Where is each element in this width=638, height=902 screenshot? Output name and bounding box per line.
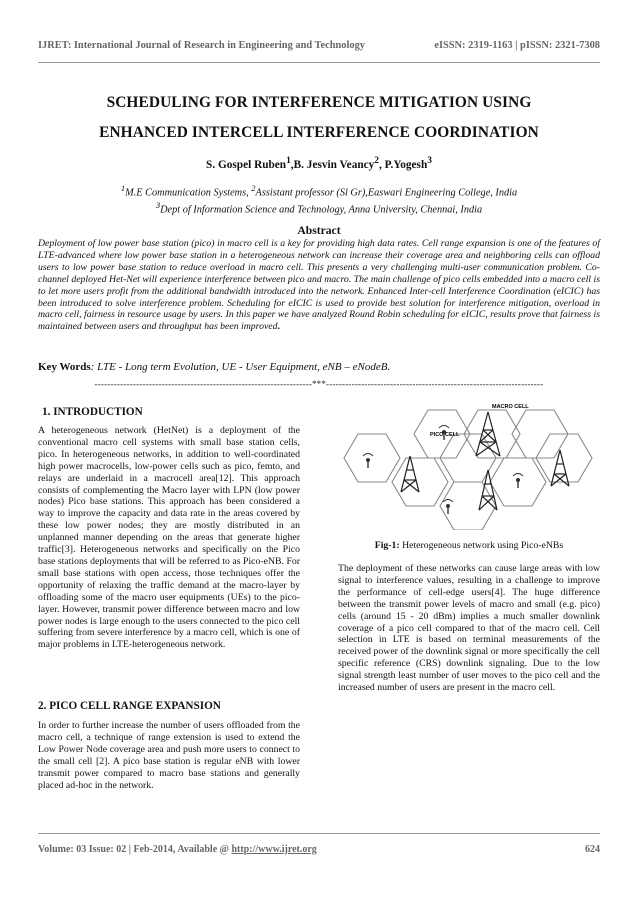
pico-cell-label: PICO CELL [430,432,460,438]
abstract-body [38,238,600,333]
header-rule [38,62,600,63]
pico-antenna-icon [363,454,373,469]
figure-caption-label: Fig-1: [374,540,400,551]
figure-caption [338,540,600,551]
page-number: 624 [585,844,600,855]
author-2-sup: 2 [374,156,379,166]
author-1-sup: 1 [286,156,291,166]
section-divider: --------------------------------------------------------------------***-------------------------------------------------------------------- [94,379,544,389]
abstract-end: . [277,321,280,333]
issn-info: eISSN: 2319-1163 | pISSN: 2321-7308 [434,40,600,51]
footer-volume [38,844,317,855]
author-3: , P.Yogesh [379,158,428,171]
tower-icon [551,450,569,486]
title-line-2: ENHANCED INTERCELL INTERFERENCE COORDINATION [99,124,539,141]
hex-cell [344,434,400,482]
section-1-body: A heterogeneous network (HetNet) is a deployment of the conventional macro cell systems with small base station cells, pico. In heterogeneous networks, in addition to well-coordinated high power macrocells, low-power cells such as pico, femto, and relays are underlaid in a macrocell area[12]. This approach consists of complementing the Macro layer with LPN (low power nodes) Pico base stations. This approach has been considered a way to improve the capacity and data rate in the areas covered by these low power nodes; they are mostly distributed in an unplanned manner depending on the areas that generate higher traffic[3]. Heterogeneous networks and specifically on the Pico base stations deployments that will be referred to as Pico-eNB. For small base stations with open access, those techniques offer the opportunity of relaxing the traffic demand at the macro-layer by offloading some of the macro user equipments (UEs) to the pico-layer. However, transmit power difference between macro and low power nodes is large enough to the users connected to the pico cell suffering from severe interference by a macro cell, which is one of major problems in LTE-heterogeneous network. [38,425,300,651]
section-2-body: In order to further increase the number of users offloaded from the macro cell, a technique of range extension is used to extend the Low Power Node coverage area and push more users to connect to the small cell [2]. A pico base station is regular eNB with lower transmit power compared to macro base stations and generally placed ad-hoc in the network. [38,720,300,791]
journal-link[interactable]: http://www.ijret.org [231,844,317,855]
affiliations [38,182,600,217]
abstract-text: Deployment of low power base station (pico) in macro cell is a key for providing high data rates. Cell range expansion is one of the features of LTE-advanced where low power base station in a heterogeneous network can increase their coverage area and neighboring cells can offload users to low power base station to reduce overload in macro cell. This presents a very challenging multi-user communication problem. Co-channel deployed Het-Net will experience interference between pico and macro. The main challenge of pico cells embedded into a macro cell is to let more users profit from the additional bandwidth introduced into the network. Enhanced Inter-cell Interference Coordination (eICIC) has been introduced to solve interference problem. Scheduling for eICIC is used to provide best solution for interference mitigation, overload in macro cell, fairness in resource usage by users. In this paper we have analyzed Round Robin scheduling for eICIC, results prove that fairness is maintained between users and throughput has been improved [38,238,600,333]
hex-cell [392,458,448,506]
footer-volume-text: Volume: 03 Issue: 02 | Feb-2014, Available @ [38,844,232,855]
pico-antenna-icon [513,474,523,489]
paper-title [38,88,600,148]
running-header [38,40,600,51]
affil-2: Assistant professor (Sl Gr),Easwari Engineering College, India [255,187,518,199]
section-1-heading: 1. INTRODUCTION [42,406,143,418]
affil-1-sup: 1 [120,183,126,193]
right-column-body: The deployment of these networks can cause large areas with low signal to interference values, resulting in a challenge to improve the performance of cell-edge users[4]. The huge difference between the transmit power levels of macro and small (e.g. pico) cells (around 15 - 20 dBm) implies a much smaller downlink coverage of a pico cell compared to that of the macro cell. Cell selection in LTE is based on terminal measurements of the received power of the downlink signal or more specifically the cell specific reference (CRS) downlink signaling. Due to the low signal strength least number of user moves to the pico cell and the increased number of users are present in the macro cell. [338,563,600,694]
author-1: S. Gospel Ruben [206,158,287,171]
affil-3: Dept of Information Science and Technology, Anna University, Chennai, India [160,204,483,216]
macro-cell-label: MACRO CELL [492,404,529,410]
affil-3-sup: 3 [155,200,161,211]
author-2: ,B. Jesvin Veancy [290,158,375,171]
keywords-text: : LTE - Long term Evolution, UE - User Equipment, eNB – eNodeB. [90,361,391,373]
journal-name: IJRET: International Journal of Research in Engineering and Technology [38,40,365,51]
title-line-1: SCHEDULING FOR INTERFERENCE MITIGATION USING [106,94,532,111]
affil-1: M.E Communication Systems, [125,187,252,199]
section-2-heading: 2. PICO CELL RANGE EXPANSION [38,700,221,712]
keywords-label: Key Words [38,361,91,373]
abstract-heading: Abstract [297,224,341,237]
affil-2-sup: 2 [251,183,256,193]
pico-antenna-icon [443,500,453,515]
page-footer [38,844,600,855]
authors [38,156,600,171]
keywords [38,361,600,373]
author-3-sup: 3 [427,156,432,166]
hetnet-figure [340,398,602,530]
figure-caption-text: Heterogeneous network using Pico-eNBs [399,540,564,551]
footer-rule [38,833,600,834]
